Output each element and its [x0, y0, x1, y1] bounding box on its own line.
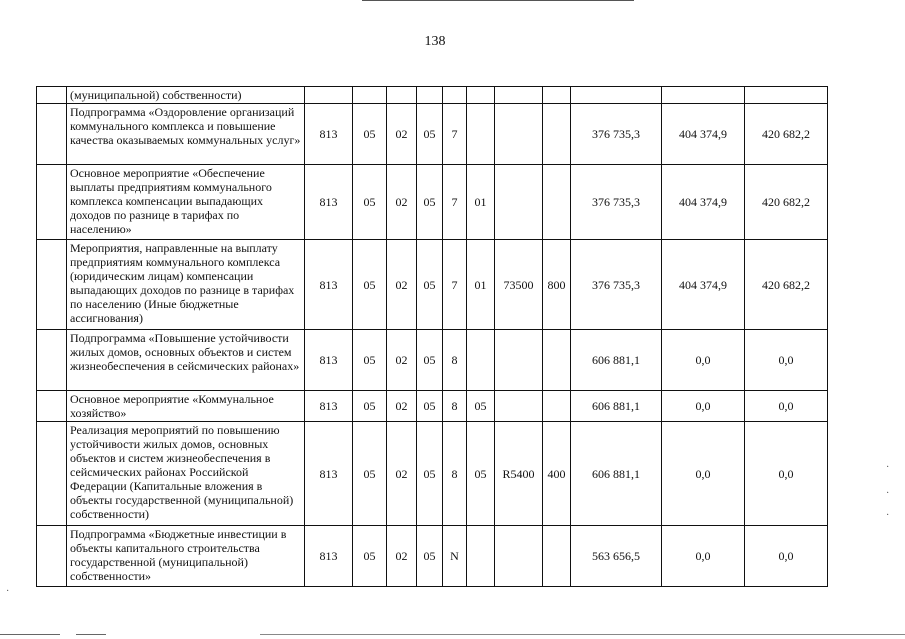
expense-type-code-cell: [543, 87, 571, 104]
row-marker-cell: [37, 104, 67, 165]
row-marker-cell: [37, 391, 67, 422]
activity-code-cell: 01: [467, 165, 495, 240]
direction-code-cell: [495, 391, 543, 422]
budget-table: [36, 86, 828, 587]
amount-year-3-cell: 0,0: [745, 391, 828, 422]
activity-code-cell: [467, 330, 495, 391]
amount-year-1-cell: 606 881,1: [571, 330, 662, 391]
row-marker-cell: [37, 165, 67, 240]
section-code-cell: 05: [353, 104, 387, 165]
scan-edge-line: [0, 634, 60, 635]
direction-code-cell: R5400: [495, 422, 543, 526]
expense-type-code-cell: [543, 165, 571, 240]
subsection-code-cell: 02: [387, 391, 417, 422]
subprogram-code-cell: N: [443, 526, 467, 587]
section-code-cell: 05: [353, 526, 387, 587]
ministry-code-cell: 813: [305, 104, 353, 165]
section-code-cell: 05: [353, 165, 387, 240]
scan-edge-line: [76, 634, 106, 635]
program-code-cell: 05: [417, 330, 443, 391]
direction-code-cell: [495, 526, 543, 587]
program-code-cell: [417, 87, 443, 104]
ministry-code-cell: 813: [305, 526, 353, 587]
expense-type-code-cell: [543, 526, 571, 587]
ministry-code-cell: 813: [305, 391, 353, 422]
direction-code-cell: [495, 104, 543, 165]
amount-year-1-cell: 376 735,3: [571, 240, 662, 330]
amount-year-1-cell: 563 656,5: [571, 526, 662, 587]
amount-year-3-cell: 420 682,2: [745, 104, 828, 165]
row-name: Основное мероприятие «Обеспечение выплаты предприятиям коммунального комплекса компенсации выпадающих доходов по разнице в тарифах по населению»: [67, 165, 305, 240]
amount-year-1-cell: 376 735,3: [571, 104, 662, 165]
table-row: [37, 165, 828, 240]
scan-mark: ·: [886, 510, 890, 521]
subsection-code-cell: 02: [387, 330, 417, 391]
ministry-code-cell: [305, 87, 353, 104]
expense-type-code-cell: [543, 391, 571, 422]
direction-code-cell: 73500: [495, 240, 543, 330]
subsection-code-cell: 02: [387, 165, 417, 240]
activity-code-cell: [467, 87, 495, 104]
row-name: Подпрограмма «Повышение устойчивости жилых домов, основных объектов и систем жизнеобеспечения в сейсмических районах»: [67, 330, 305, 391]
ministry-code-cell: 813: [305, 330, 353, 391]
ministry-code-cell: 813: [305, 165, 353, 240]
program-code-cell: 05: [417, 165, 443, 240]
subprogram-code-cell: 7: [443, 165, 467, 240]
page-number: 138: [424, 34, 446, 49]
table-row: [37, 422, 828, 526]
subprogram-code-cell: [443, 87, 467, 104]
row-marker-cell: [37, 87, 67, 104]
program-code-cell: 05: [417, 391, 443, 422]
direction-code-cell: [495, 330, 543, 391]
amount-year-3-cell: 420 682,2: [745, 240, 828, 330]
direction-code-cell: [495, 87, 543, 104]
amount-year-2-cell: 404 374,9: [662, 104, 745, 165]
scan-mark: ·: [886, 462, 890, 473]
amount-year-1-cell: [571, 87, 662, 104]
subprogram-code-cell: 7: [443, 104, 467, 165]
subsection-code-cell: 02: [387, 526, 417, 587]
amount-year-2-cell: [662, 87, 745, 104]
section-code-cell: 05: [353, 240, 387, 330]
section-code-cell: 05: [353, 391, 387, 422]
row-marker-cell: [37, 330, 67, 391]
amount-year-2-cell: 404 374,9: [662, 165, 745, 240]
section-code-cell: 05: [353, 422, 387, 526]
row-name: Основное мероприятие «Коммунальное хозяйство»: [67, 391, 305, 422]
amount-year-2-cell: 0,0: [662, 391, 745, 422]
activity-code-cell: [467, 526, 495, 587]
amount-year-3-cell: [745, 87, 828, 104]
row-marker-cell: [37, 422, 67, 526]
subsection-code-cell: 02: [387, 240, 417, 330]
table-row: [37, 330, 828, 391]
amount-year-3-cell: 0,0: [745, 330, 828, 391]
subsection-code-cell: 02: [387, 104, 417, 165]
amount-year-3-cell: 420 682,2: [745, 165, 828, 240]
table-row: [37, 104, 828, 165]
expense-type-code-cell: 800: [543, 240, 571, 330]
subsection-code-cell: 02: [387, 422, 417, 526]
direction-code-cell: [495, 165, 543, 240]
section-code-cell: 05: [353, 330, 387, 391]
activity-code-cell: 05: [467, 422, 495, 526]
scan-edge-line: [362, 0, 634, 1]
program-code-cell: 05: [417, 526, 443, 587]
scan-mark: ·: [886, 488, 890, 499]
subprogram-code-cell: 8: [443, 422, 467, 526]
scan-edge-line: [260, 634, 905, 635]
ministry-code-cell: 813: [305, 240, 353, 330]
expense-type-code-cell: [543, 330, 571, 391]
amount-year-3-cell: 0,0: [745, 422, 828, 526]
amount-year-1-cell: 606 881,1: [571, 391, 662, 422]
table-row: [37, 240, 828, 330]
row-name: Подпрограмма «Бюджетные инвестиции в объекты капитального строительства государственной (муниципальной) собственности»: [67, 526, 305, 587]
row-marker-cell: [37, 526, 67, 587]
amount-year-1-cell: 606 881,1: [571, 422, 662, 526]
table-row: [37, 526, 828, 587]
activity-code-cell: 01: [467, 240, 495, 330]
subprogram-code-cell: 8: [443, 330, 467, 391]
table-body: [37, 87, 828, 587]
expense-type-code-cell: 400: [543, 422, 571, 526]
amount-year-2-cell: 0,0: [662, 422, 745, 526]
program-code-cell: 05: [417, 104, 443, 165]
row-name: (муниципальной) собственности): [67, 87, 305, 104]
amount-year-3-cell: 0,0: [745, 526, 828, 587]
row-name: Подпрограмма «Оздоровление организаций коммунального комплекса и повышение качества оказываемых коммунальных услуг»: [67, 104, 305, 165]
amount-year-2-cell: 0,0: [662, 526, 745, 587]
subsection-code-cell: [387, 87, 417, 104]
subprogram-code-cell: 7: [443, 240, 467, 330]
row-marker-cell: [37, 240, 67, 330]
ministry-code-cell: 813: [305, 422, 353, 526]
amount-year-2-cell: 0,0: [662, 330, 745, 391]
row-name: Реализация мероприятий по повышению устойчивости жилых домов, основных объектов и систем жизнеобеспечения в сейсмических районах Российской Федерации (Капитальные вложения в объекты государственной (муниципальной) собственности): [67, 422, 305, 526]
program-code-cell: 05: [417, 240, 443, 330]
amount-year-2-cell: 404 374,9: [662, 240, 745, 330]
table-row: [37, 391, 828, 422]
expense-type-code-cell: [543, 104, 571, 165]
program-code-cell: 05: [417, 422, 443, 526]
table-row: [37, 87, 828, 104]
row-name: Мероприятия, направленные на выплату предприятиям коммунального комплекса (юридическим лицам) компенсации выпадающих доходов по разнице в тарифах по населению (Иные бюджетные ассигнования): [67, 240, 305, 330]
scan-mark: ·: [6, 586, 10, 597]
activity-code-cell: [467, 104, 495, 165]
section-code-cell: [353, 87, 387, 104]
activity-code-cell: 05: [467, 391, 495, 422]
subprogram-code-cell: 8: [443, 391, 467, 422]
amount-year-1-cell: 376 735,3: [571, 165, 662, 240]
